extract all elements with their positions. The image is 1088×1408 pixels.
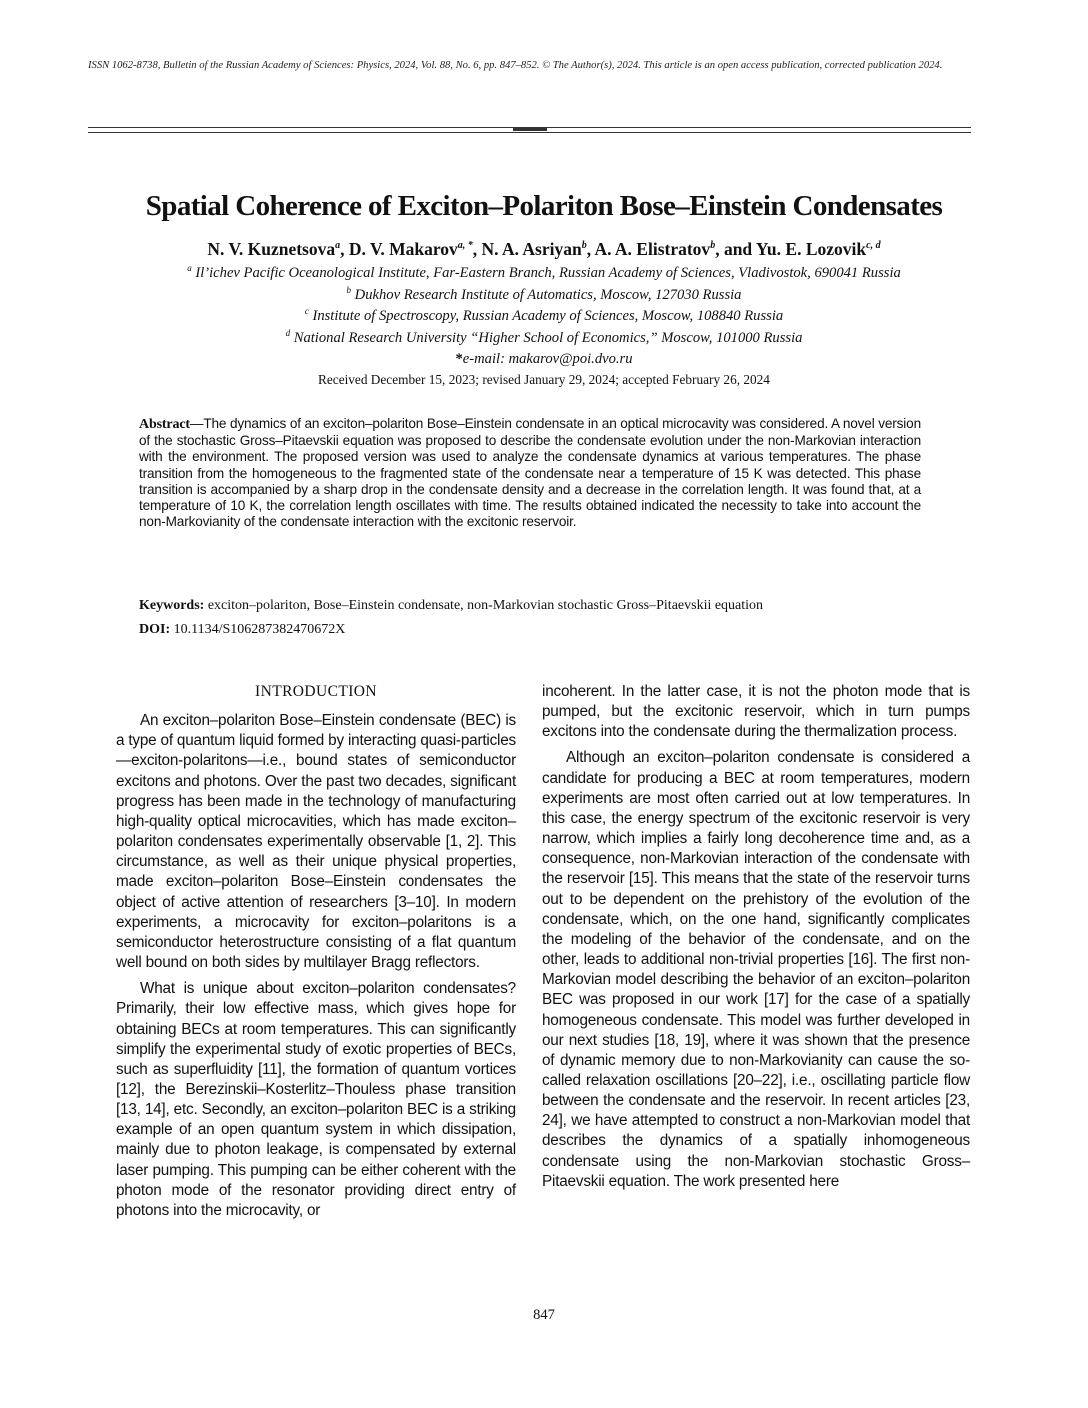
corresponding-email — [60, 349, 1028, 371]
body-paragraph: Although an exciton–polariton condensate is considered a candidate for producing a BEC at room temperatures, modern experiments are most often carried out at low temperatures. In this case, the energy spectrum of the excitonic reservoir is very narrow, which implies a fairly long decoherence time and, as a consequence, non-Markovian interaction of the condensate with the reservoir [15]. This means that the state of the reservoir turns out to be dependent on the prehistory of the evolution of the condensate, which, on the one hand, significantly complicates the modeling of the behavior of the condensate, and on the other, leads to additional non-trivial properties [16]. The first non-Markovian model describing the behavior of an exciton–polariton BEC was proposed in our work [17] for the case of a spatially homogeneous condensate. This model was further developed in our next studies [18, 19], where it was shown that the presence of dynamic memory due to non-Markovianity can cause the so-called relaxation oscillations [20–22], i.e., oscillating particle flow between the condensate and the reservoir. In recent articles [23, 24], we have attempted to construct a non-Markovian model that describes the dynamics of a spatially inhomogeneous condensate using the non-Markovian stochastic Gross–Pitaevskii equation. The work presented here — [542, 749, 970, 1190]
affiliation-text: National Research University “Higher School of Economics,” Moscow, 101000 Russia — [293, 329, 803, 346]
keywords-label: Keywords: — [139, 598, 205, 613]
affiliation-mark: d — [285, 327, 291, 338]
body-paragraph: What is unique about exciton–polariton condensates? Primarily, their low effective mass, which gives hope for obtaining BECs at room temperatures. This can significantly simplify the experimental study of exotic properties of BECs, such as superfluidity [11], the formation of quantum vortices [12], the Berezinskii–Kosterlitz–Thouless phase transition [13, 14], etc. Secondly, an exciton–polariton BEC is a striking example of an open quantum system in which dissipation, mainly due to photon leakage, is compensated by external laser pumping. This pumping can be either coherent with the photon mode of the resonator providing direct entry of photons into the microcavity, or — [116, 980, 516, 1219]
affiliation-line — [60, 285, 1028, 307]
keywords-text: exciton–polariton, Bose–Einstein condensate, non-Markovian stochastic Gross–Pitaevskii equation — [204, 598, 764, 613]
email-asterisk: * — [455, 351, 463, 368]
author-name: N. V. Kuznetsova — [207, 239, 336, 259]
doi-link[interactable]: 10.1134/S106287382470672X — [170, 622, 346, 637]
author-conjunction: and — [723, 239, 753, 259]
author-name: D. V. Makarov — [348, 239, 458, 259]
affiliation-line — [60, 263, 1028, 285]
affiliation-text: Il’ichev Pacific Oceanological Institute, Far-Eastern Branch, Russian Academy of Sciences, Vladivostok, 690041 Russia — [195, 265, 901, 281]
body-column-right — [542, 682, 970, 1192]
author-affiliation-mark: b — [581, 240, 587, 251]
affiliation-mark: b — [346, 284, 351, 295]
body-paragraph: incoherent. In the latter case, it is not the photon mode that is pumped, but the excitonic reservoir, which in turn pumps excitons into the condensate during the thermalization process. — [542, 683, 970, 741]
abstract — [139, 416, 921, 530]
affiliation-mark: c — [304, 306, 309, 317]
section-heading: INTRODUCTION — [255, 683, 377, 700]
author-name: Yu. E. Lozovik — [755, 239, 867, 259]
author-affiliation-mark: a — [335, 240, 341, 251]
article-title: Spatial Coherence of Exciton–Polariton Bose–Einstein Condensates — [145, 190, 943, 222]
email-text: e-mail: makarov@poi.dvo.ru — [462, 351, 633, 368]
author-affiliation-mark: b — [710, 240, 716, 251]
header-rule-mark — [513, 128, 547, 131]
author-name: A. A. Elistratov — [594, 239, 711, 259]
doi — [139, 622, 939, 638]
page-number: 847 — [533, 1307, 555, 1323]
affiliation-line — [60, 306, 1028, 328]
abstract-label: Abstract — [139, 417, 190, 432]
received-dates: Received December 15, 2023; revised January 29, 2024; accepted February 26, 2024 — [318, 372, 770, 387]
keywords — [139, 598, 939, 614]
doi-label: DOI: — [139, 622, 171, 637]
author-affiliation-mark: a, * — [457, 240, 473, 251]
body-column-left — [116, 682, 516, 1221]
affiliation-line — [60, 328, 1028, 350]
affiliation-text: Institute of Spectroscopy, Russian Academy of Sciences, Moscow, 108840 Russia — [312, 308, 784, 325]
journal-header-note: ISSN 1062-8738, Bulletin of the Russian Academy of Sciences: Physics, 2024, Vol. 88, No. 6, pp. 847–852. © The Author(s), 2024. This article is an open access publication, corrected publication 2024. — [88, 60, 943, 71]
affiliation-list — [60, 263, 1028, 371]
author-affiliation-mark: c, d — [866, 240, 881, 251]
header-rule-bottom — [88, 132, 971, 133]
affiliation-text: Dukhov Research Institute of Automatics, Moscow, 127030 Russia — [354, 286, 742, 303]
body-paragraph: An exciton–polariton Bose–Einstein condensate (BEC) is a type of quantum liquid formed by interacting quasi-particles—exciton-polaritons—i.e., bound states of semiconductor excitons and photons. Over the past two decades, significant progress has been made in the technology of manufacturing high-quality optical microcavities, which has made exciton–polariton condensates experimentally observable [1, 2]. This circumstance, as well as their unique physical properties, made exciton–polariton Bose–Einstein condensates the object of active attention of researchers [3–10]. In modern experiments, a microcavity for exciton–polaritons is a semiconductor heterostructure consisting of a flat quantum well bound on both sides by multilayer Bragg reflectors. — [116, 712, 516, 972]
abstract-text: —The dynamics of an exciton–polariton Bose–Einstein condensate in an optical microcavity was considered. A novel version of the stochastic Gross–Pitaevskii equation was proposed to describe the condensate evolution under the non-Markovian interaction with the environment. The proposed version was used to analyze the condensate dynamics at various temperatures. The phase transition from the homogeneous to the fragmented state of the condensate near a temperature of 15 K was detected. This phase transition is accompanied by a sharp drop in the condensate density and a decrease in the correlation length. It was found that, at a temperature of 10 K, the correlation length oscillates with time. The results obtained indicated the necessity to take into account the non-Markovianity of the condensate interaction with the excitonic reservoir. — [139, 416, 921, 530]
author-list: N. V. Kuznetsova$^a$, D. V. Makarov$^{a, *}$, N. A. Asriyan$^b$, A. A. Elistratov$^b$, and Yu. E. Lozovik$^{c, d}$ — [207, 239, 881, 259]
affiliation-mark: a — [187, 263, 192, 273]
author-name: N. A. Asriyan — [481, 239, 582, 259]
